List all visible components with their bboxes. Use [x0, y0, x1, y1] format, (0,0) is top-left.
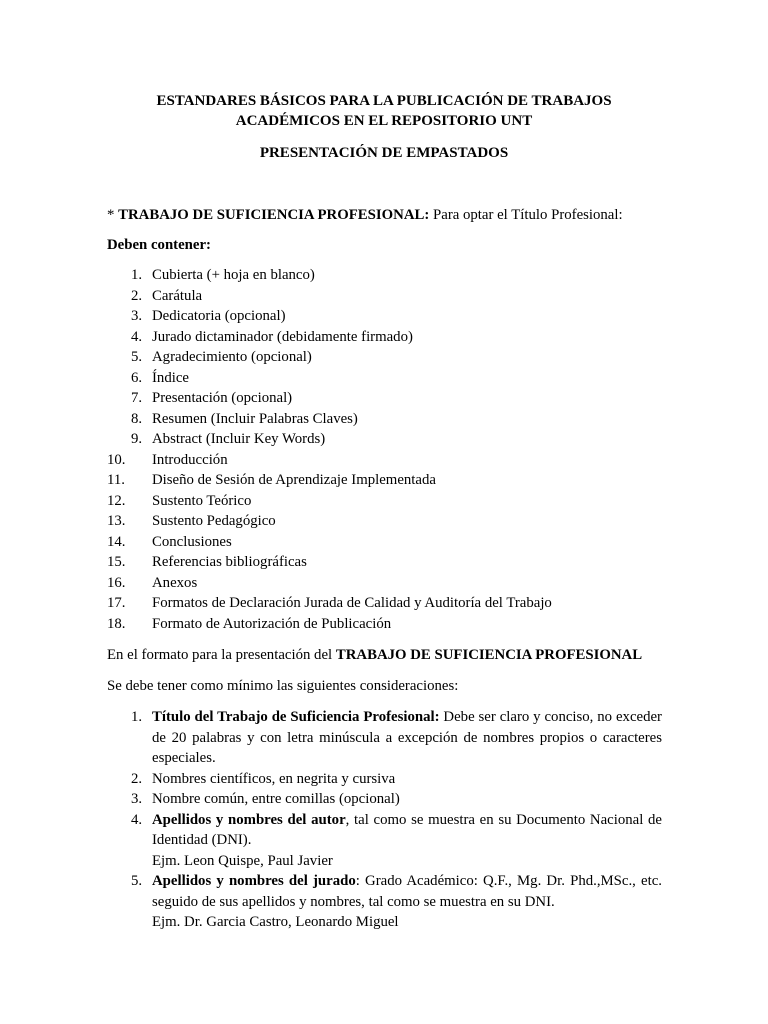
title-line-1: ESTANDARES BÁSICOS PARA LA PUBLICACIÓN DE TRABAJOS	[156, 93, 612, 109]
item-text: Sustento Teórico	[152, 492, 252, 509]
text-line	[152, 810, 662, 831]
item-number: 18.	[107, 615, 126, 632]
format-intro	[107, 645, 642, 666]
item-text: Introducción	[152, 451, 228, 468]
list-item	[107, 347, 677, 368]
item-text: Índice	[152, 369, 189, 386]
item-number: 13.	[107, 513, 126, 529]
item-number: 1.	[131, 267, 143, 283]
list-item	[107, 470, 677, 491]
bullet-asterisk: *	[107, 207, 115, 223]
item-text: Anexos	[152, 574, 198, 591]
item-text: Agradecimiento (opcional)	[152, 349, 312, 365]
item-text: Formato de Autorización de Publicación	[152, 615, 392, 632]
list-item	[107, 327, 677, 348]
consideration-item	[107, 769, 677, 790]
consideration-bold: Apellidos y nombres del jurado	[152, 873, 356, 889]
list-item	[107, 593, 677, 614]
consideration-line: Ejm. Leon Quispe, Paul Javier	[152, 852, 333, 869]
text-line	[152, 748, 662, 769]
item-text: Sustento Pedagógico	[152, 513, 276, 529]
item-number: 12.	[107, 492, 126, 509]
item-number: 5.	[131, 349, 143, 365]
item-text: Cubierta (+ hoja en blanco)	[152, 267, 315, 283]
consideration-bold: Título del Trabajo de Suficiencia Profesional:	[152, 709, 440, 725]
text-line	[152, 707, 662, 728]
item-text: Referencias bibliográficas	[152, 554, 307, 570]
format-intro-bold: TRABAJO DE SUFICIENCIA PROFESIONAL	[335, 647, 643, 663]
item-text: Jurado dictaminador (debidamente firmado)	[152, 328, 413, 345]
subtitle: PRESENTACIÓN DE EMPASTADOS	[259, 145, 509, 161]
consideration-item	[107, 871, 677, 933]
text-line	[152, 892, 662, 913]
consideration-line: seguido de sus apellidos y nombres, tal como se muestra en su DNI.	[152, 893, 555, 910]
consideration-item	[107, 707, 677, 769]
list-item	[107, 265, 677, 286]
title-line-2: ACADÉMICOS EN EL REPOSITORIO UNT	[235, 113, 533, 129]
item-number: 10.	[107, 451, 126, 468]
item-number: 8.	[131, 410, 143, 427]
item-text: Presentación (opcional)	[152, 390, 293, 406]
consideration-line: especiales.	[152, 750, 216, 766]
section-heading	[107, 205, 623, 226]
list-item	[107, 450, 677, 471]
consideration-line: , tal como se muestra en su Documento Nacional de	[345, 811, 662, 828]
item-text: Formatos de Declaración Jurada de Calidad y Auditoría del Trabajo	[152, 595, 552, 611]
item-number: 11.	[107, 472, 125, 488]
consideration-text	[152, 769, 662, 790]
consideration-line: de 20 palabras y con letra minúscula a excepción de nombres propios o caracteres	[152, 729, 662, 746]
consideration-line: Ejm. Dr. Garcia Castro, Leonardo Miguel	[152, 914, 399, 930]
text-line	[152, 851, 662, 872]
considerations-intro: Se debe tener como mínimo las siguientes consideraciones:	[107, 678, 459, 694]
consideration-text	[152, 871, 662, 933]
item-number: 9.	[131, 431, 143, 447]
contents-list	[107, 265, 677, 634]
item-text: Diseño de Sesión de Aprendizaje Implementada	[152, 472, 436, 488]
item-number: 2.	[131, 770, 143, 787]
consideration-text	[152, 789, 662, 810]
consideration-text	[152, 707, 662, 769]
list-item	[107, 286, 677, 307]
item-text: Abstract (Incluir Key Words)	[152, 431, 326, 447]
item-number: 15.	[107, 554, 126, 570]
item-number: 3.	[131, 308, 143, 324]
considerations-list	[107, 707, 677, 933]
list-item	[107, 306, 677, 327]
item-number: 4.	[131, 811, 143, 828]
format-intro-text: En el formato para la presentación del	[107, 647, 333, 663]
item-number: 14.	[107, 533, 126, 550]
item-number: 4.	[131, 328, 143, 345]
list-item	[107, 388, 677, 409]
section-heading-bold: TRABAJO DE SUFICIENCIA PROFESIONAL:	[118, 207, 430, 223]
text-line	[152, 912, 662, 933]
item-number: 7.	[131, 390, 143, 406]
list-item	[107, 573, 677, 594]
item-number: 16.	[107, 574, 126, 591]
consideration-text	[152, 810, 662, 872]
consideration-line: Identidad (DNI).	[152, 832, 252, 848]
text-line	[152, 871, 662, 892]
list-item	[107, 532, 677, 553]
item-text: Dedicatoria (opcional)	[152, 308, 286, 324]
consideration-line: : Grado Académico: Q.F., Mg. Dr. Phd.,MSc., etc.	[355, 873, 662, 889]
item-number: 2.	[131, 287, 143, 304]
item-number: 5.	[131, 873, 143, 889]
list-item	[107, 614, 677, 635]
item-number: 6.	[131, 369, 143, 386]
item-text: Resumen (Incluir Palabras Claves)	[152, 410, 358, 427]
list-item	[107, 409, 677, 430]
section-heading-rest: Para optar el Título Profesional:	[433, 207, 623, 223]
text-line: Nombres científicos, en negrita y cursiva	[152, 770, 396, 787]
list-item	[107, 368, 677, 389]
text-line: Nombre común, entre comillas (opcional)	[152, 791, 400, 807]
item-text: Carátula	[152, 287, 203, 304]
list-item	[107, 552, 677, 573]
consideration-bold: Apellidos y nombres del autor	[152, 811, 346, 828]
list-item	[107, 429, 677, 450]
item-number: 1.	[131, 709, 143, 725]
item-number: 17.	[107, 595, 126, 611]
list-item	[107, 491, 677, 512]
consideration-item	[107, 789, 677, 810]
consideration-item	[107, 810, 677, 872]
must-contain-label: Deben contener:	[107, 237, 211, 253]
list-item	[107, 511, 677, 532]
text-line	[152, 728, 662, 749]
text-line	[152, 830, 662, 851]
item-number: 3.	[131, 791, 143, 807]
item-text: Conclusiones	[152, 533, 232, 550]
consideration-line: Debe ser claro y conciso, no exceder	[439, 709, 662, 725]
